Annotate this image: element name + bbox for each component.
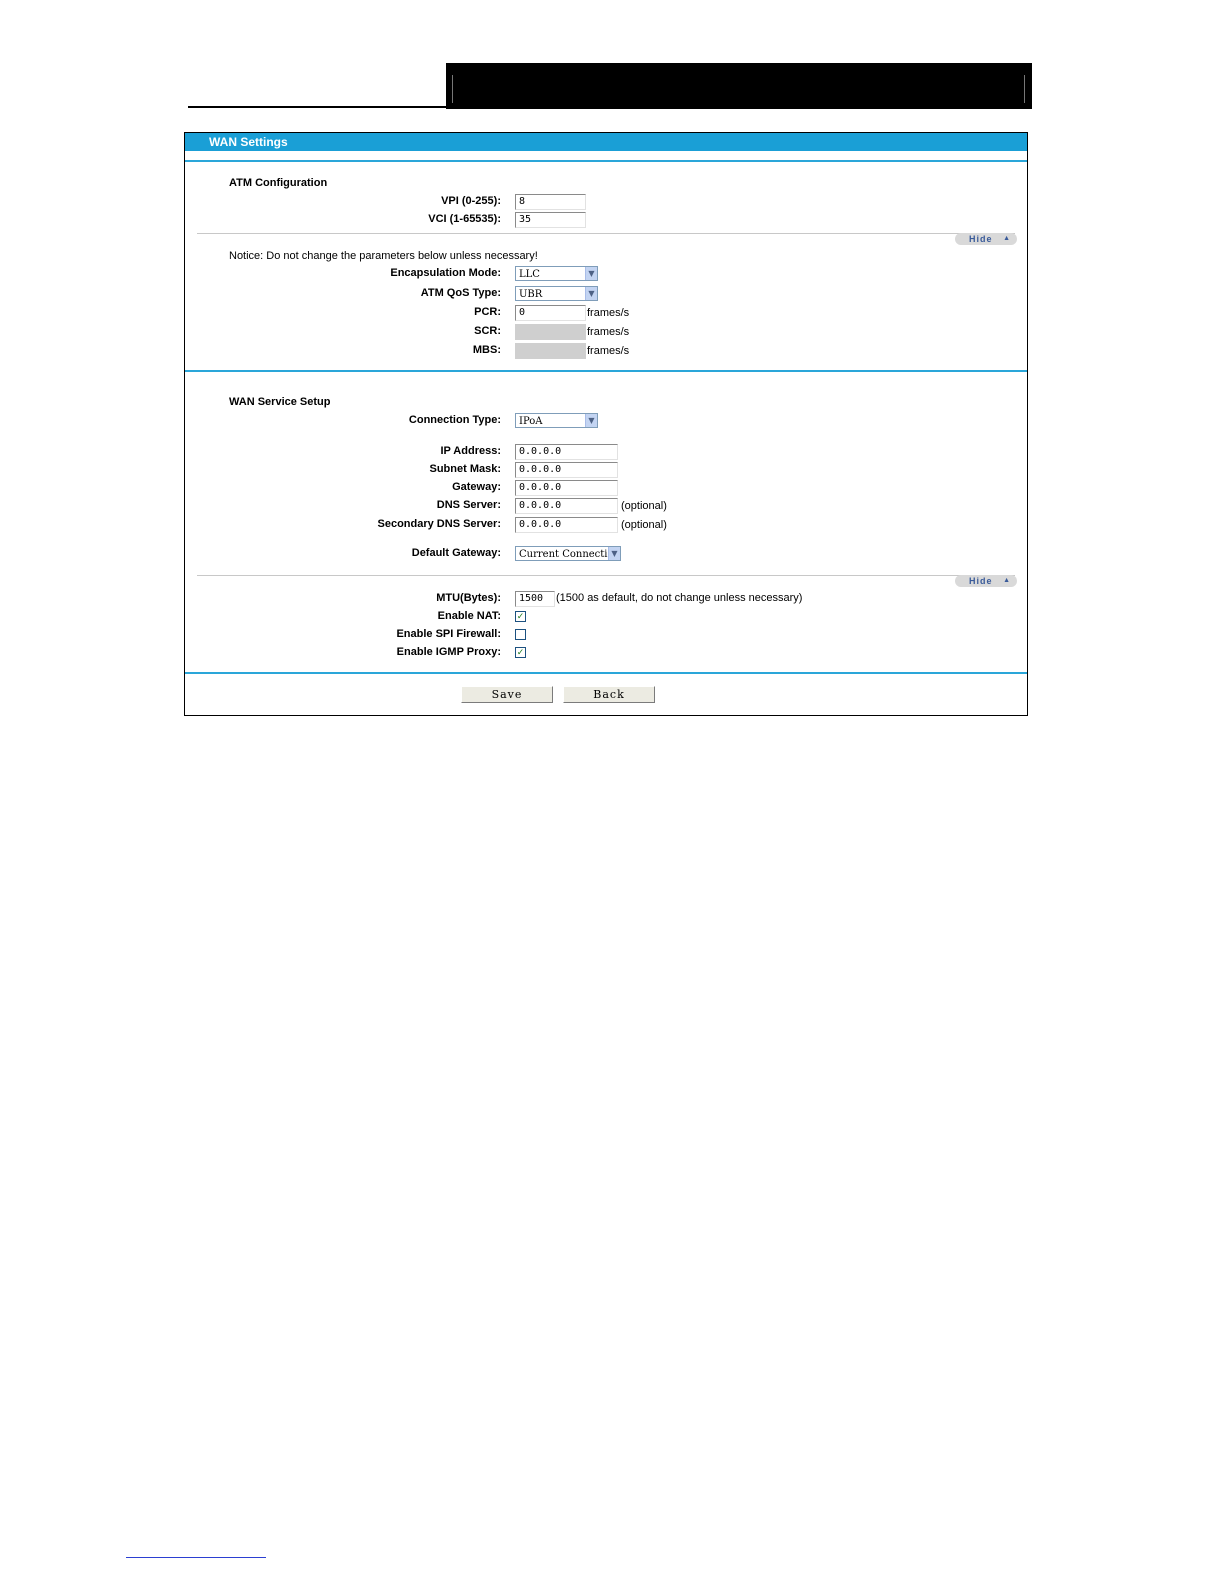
wan-settings-panel [184, 132, 1028, 716]
subnet-mask-label: Subnet Mask: [429, 463, 501, 475]
chevron-down-icon[interactable]: ▼ [608, 547, 620, 560]
atm-qos-value: UBR [519, 289, 543, 300]
connection-type-select[interactable] [515, 413, 598, 428]
chevron-down-icon[interactable]: ▼ [585, 414, 597, 427]
atm-qos-label: ATM QoS Type: [420, 287, 501, 299]
scr-input[interactable] [515, 324, 586, 340]
atm-hide-label: Hide [969, 234, 993, 244]
section-divider [185, 370, 1027, 372]
section-divider [185, 672, 1027, 674]
connection-type-label: Connection Type: [408, 414, 501, 426]
dns-server-input[interactable]: 0.0.0.0 [515, 498, 618, 514]
vci-input[interactable]: 35 [515, 212, 586, 228]
encapsulation-value: LLC [519, 269, 540, 280]
gateway-label: Gateway: [452, 481, 501, 493]
enable-nat-checkbox[interactable]: ✓ [516, 611, 525, 621]
default-gateway-value: Current Connecti [519, 549, 608, 560]
pcr-label: PCR: [474, 306, 501, 318]
mtu-input[interactable]: 1500 [515, 591, 555, 607]
enable-igmp-proxy-checkbox[interactable]: ✓ [516, 647, 525, 657]
mtu-note: (1500 as default, do not change unless necessary) [556, 592, 803, 604]
secondary-dns-optional-note: (optional) [621, 519, 667, 531]
wan-hide-button[interactable] [955, 575, 1017, 587]
secondary-dns-label: Secondary DNS Server: [377, 518, 501, 530]
atm-qos-select[interactable] [515, 286, 598, 301]
pcr-input[interactable]: 0 [515, 305, 586, 321]
encapsulation-select[interactable] [515, 266, 598, 281]
enable-spi-firewall-checkbox[interactable] [515, 629, 526, 640]
enable-igmp-label: Enable IGMP Proxy: [396, 646, 501, 658]
footer-link-underline [126, 1557, 266, 1558]
enable-spi-label: Enable SPI Firewall: [396, 628, 501, 640]
vpi-label: VPI (0-255): [441, 195, 501, 207]
notice-text: Notice: Do not change the parameters below unless necessary! [229, 250, 538, 262]
wan-hide-label: Hide [969, 576, 993, 586]
vci-label: VCI (1-65535): [428, 213, 501, 225]
dns-optional-note: (optional) [621, 500, 667, 512]
ip-address-input[interactable]: 0.0.0.0 [515, 444, 618, 460]
vpi-input[interactable]: 8 [515, 194, 586, 210]
atm-hide-button[interactable] [955, 233, 1017, 245]
pcr-unit: frames/s [587, 307, 630, 319]
mbs-unit: frames/s [587, 345, 630, 357]
header-bar-tick [452, 75, 453, 103]
save-button[interactable]: Save [461, 686, 553, 703]
scr-label: SCR: [474, 325, 501, 337]
header-rule [188, 106, 448, 108]
default-gateway-label: Default Gateway: [411, 547, 501, 559]
panel-title: WAN Settings [209, 135, 288, 149]
caret-up-icon: ▲ [1003, 577, 1011, 584]
atm-section-title: ATM Configuration [229, 177, 328, 189]
subnet-mask-input[interactable]: 0.0.0.0 [515, 462, 618, 478]
gateway-input[interactable]: 0.0.0.0 [515, 480, 618, 496]
mbs-input[interactable] [515, 343, 586, 359]
caret-up-icon: ▲ [1003, 235, 1011, 242]
panel-title-bar [185, 133, 1027, 151]
mtu-label: MTU(Bytes): [436, 592, 501, 604]
header-bar-tick [1024, 75, 1025, 103]
advanced-divider [197, 233, 1015, 234]
chevron-down-icon[interactable]: ▼ [585, 267, 597, 280]
enable-nat-label: Enable NAT: [437, 610, 501, 622]
advanced-divider [197, 575, 1015, 576]
header-bar [446, 63, 1032, 109]
section-divider [185, 160, 1027, 162]
ip-address-label: IP Address: [440, 445, 501, 457]
back-button[interactable]: Back [563, 686, 655, 703]
wan-section-title: WAN Service Setup [229, 396, 331, 408]
secondary-dns-input[interactable]: 0.0.0.0 [515, 517, 618, 533]
connection-type-value: IPoA [519, 416, 543, 427]
chevron-down-icon[interactable]: ▼ [585, 287, 597, 300]
default-gateway-select[interactable] [515, 546, 621, 561]
scr-unit: frames/s [587, 326, 630, 338]
mbs-label: MBS: [472, 344, 501, 356]
dns-server-label: DNS Server: [436, 499, 501, 511]
encapsulation-label: Encapsulation Mode: [390, 267, 501, 279]
